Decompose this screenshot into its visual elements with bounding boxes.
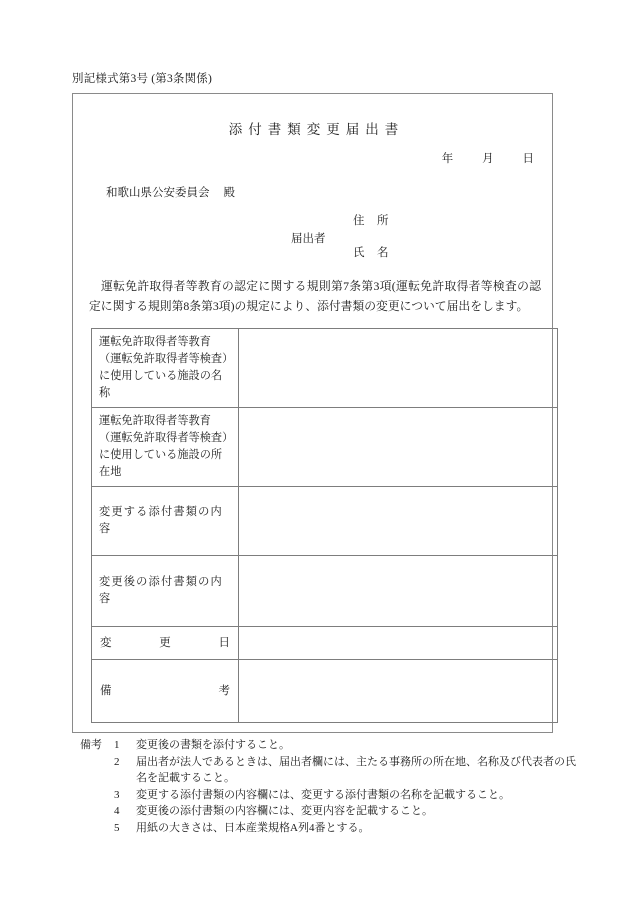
row-label-facility-location: 運転免許取得者等教育（運転免許取得者等検査）に使用している施設の所在地	[92, 408, 239, 487]
remarks-part-2: 考	[218, 684, 230, 697]
date-line	[442, 150, 534, 166]
note-item	[80, 820, 580, 837]
table-row	[92, 408, 558, 487]
form-table	[91, 328, 558, 723]
note-number: 5	[114, 821, 120, 834]
note-text: 届出者が法人であるときは、届出者欄には、主たる事務所の所在地、名称及び代表者の氏名を記載すること。	[136, 755, 576, 784]
remarks-label-inner	[92, 683, 238, 700]
addressee	[106, 184, 235, 200]
submitter-fields	[353, 212, 389, 260]
change-date-part-1: 変	[100, 636, 112, 649]
footer-notes	[80, 737, 580, 836]
note-text: 用紙の大きさは、日本産業規格A列4番とする。	[136, 821, 370, 834]
page-title: 添付書類変更届出書	[228, 122, 405, 137]
day-label: 日	[522, 153, 534, 165]
row-value-changed-docs[interactable]	[239, 487, 558, 556]
form-frame	[72, 93, 553, 733]
table-row	[92, 329, 558, 408]
note-number: 4	[114, 805, 120, 817]
table-row	[92, 556, 558, 627]
note-number: 1	[114, 739, 120, 751]
row-value-change-date[interactable]	[239, 627, 558, 660]
note-text: 変更する添付書類の内容欄には、変更する添付書類の名称を記載すること。	[136, 788, 510, 801]
body-paragraph: 運転免許取得者等教育の認定に関する規則第7条第3項(運転免許取得者等検査の認定に関する規則第8条第3項)の規定により、添付書類の変更について届出をします。	[89, 279, 541, 313]
change-date-part-2: 更	[159, 636, 171, 649]
addressee-organization: 和歌山県公安委員会	[106, 187, 210, 199]
month-label: 月	[482, 153, 494, 165]
row-value-facility-location[interactable]	[239, 408, 558, 487]
note-number: 3	[114, 788, 120, 801]
form-number-label: 別記様式第3号 (第3条関係)	[72, 73, 213, 85]
row-label-remarks	[92, 660, 239, 723]
year-label: 年	[441, 153, 454, 165]
note-item	[80, 803, 580, 820]
row-value-facility-name[interactable]	[239, 329, 558, 408]
note-item	[80, 737, 580, 754]
note-item	[80, 754, 580, 787]
row-label-change-date	[92, 627, 239, 660]
addressee-honorific: 殿	[223, 187, 235, 199]
table-row	[92, 487, 558, 556]
table-row	[92, 660, 558, 723]
note-text: 変更後の書類を添付すること。	[136, 739, 290, 751]
row-label-post-change-docs: 変更後の添付書類の内容	[92, 556, 239, 627]
note-item	[80, 787, 580, 804]
row-value-post-change-docs[interactable]	[239, 556, 558, 627]
row-value-remarks[interactable]	[239, 660, 558, 723]
form-table-body	[92, 329, 558, 723]
table-row	[92, 627, 558, 660]
note-text: 変更後の添付書類の内容欄には、変更内容を記載すること。	[136, 805, 433, 817]
remarks-part-1: 備	[100, 684, 112, 697]
note-number: 2	[114, 755, 120, 768]
row-label-facility-name: 運転免許取得者等教育（運転免許取得者等検査）に使用している施設の名称	[92, 329, 239, 408]
row-label-changed-docs: 変更する添付書類の内容	[92, 487, 239, 556]
change-date-part-3: 日	[218, 636, 230, 649]
submitter-name-label: 氏 名	[353, 247, 389, 259]
change-date-label-inner	[92, 635, 238, 652]
submitter-label: 届出者	[291, 233, 326, 245]
submitter-address-label: 住 所	[353, 215, 389, 227]
notes-heading: 備考	[80, 739, 102, 751]
